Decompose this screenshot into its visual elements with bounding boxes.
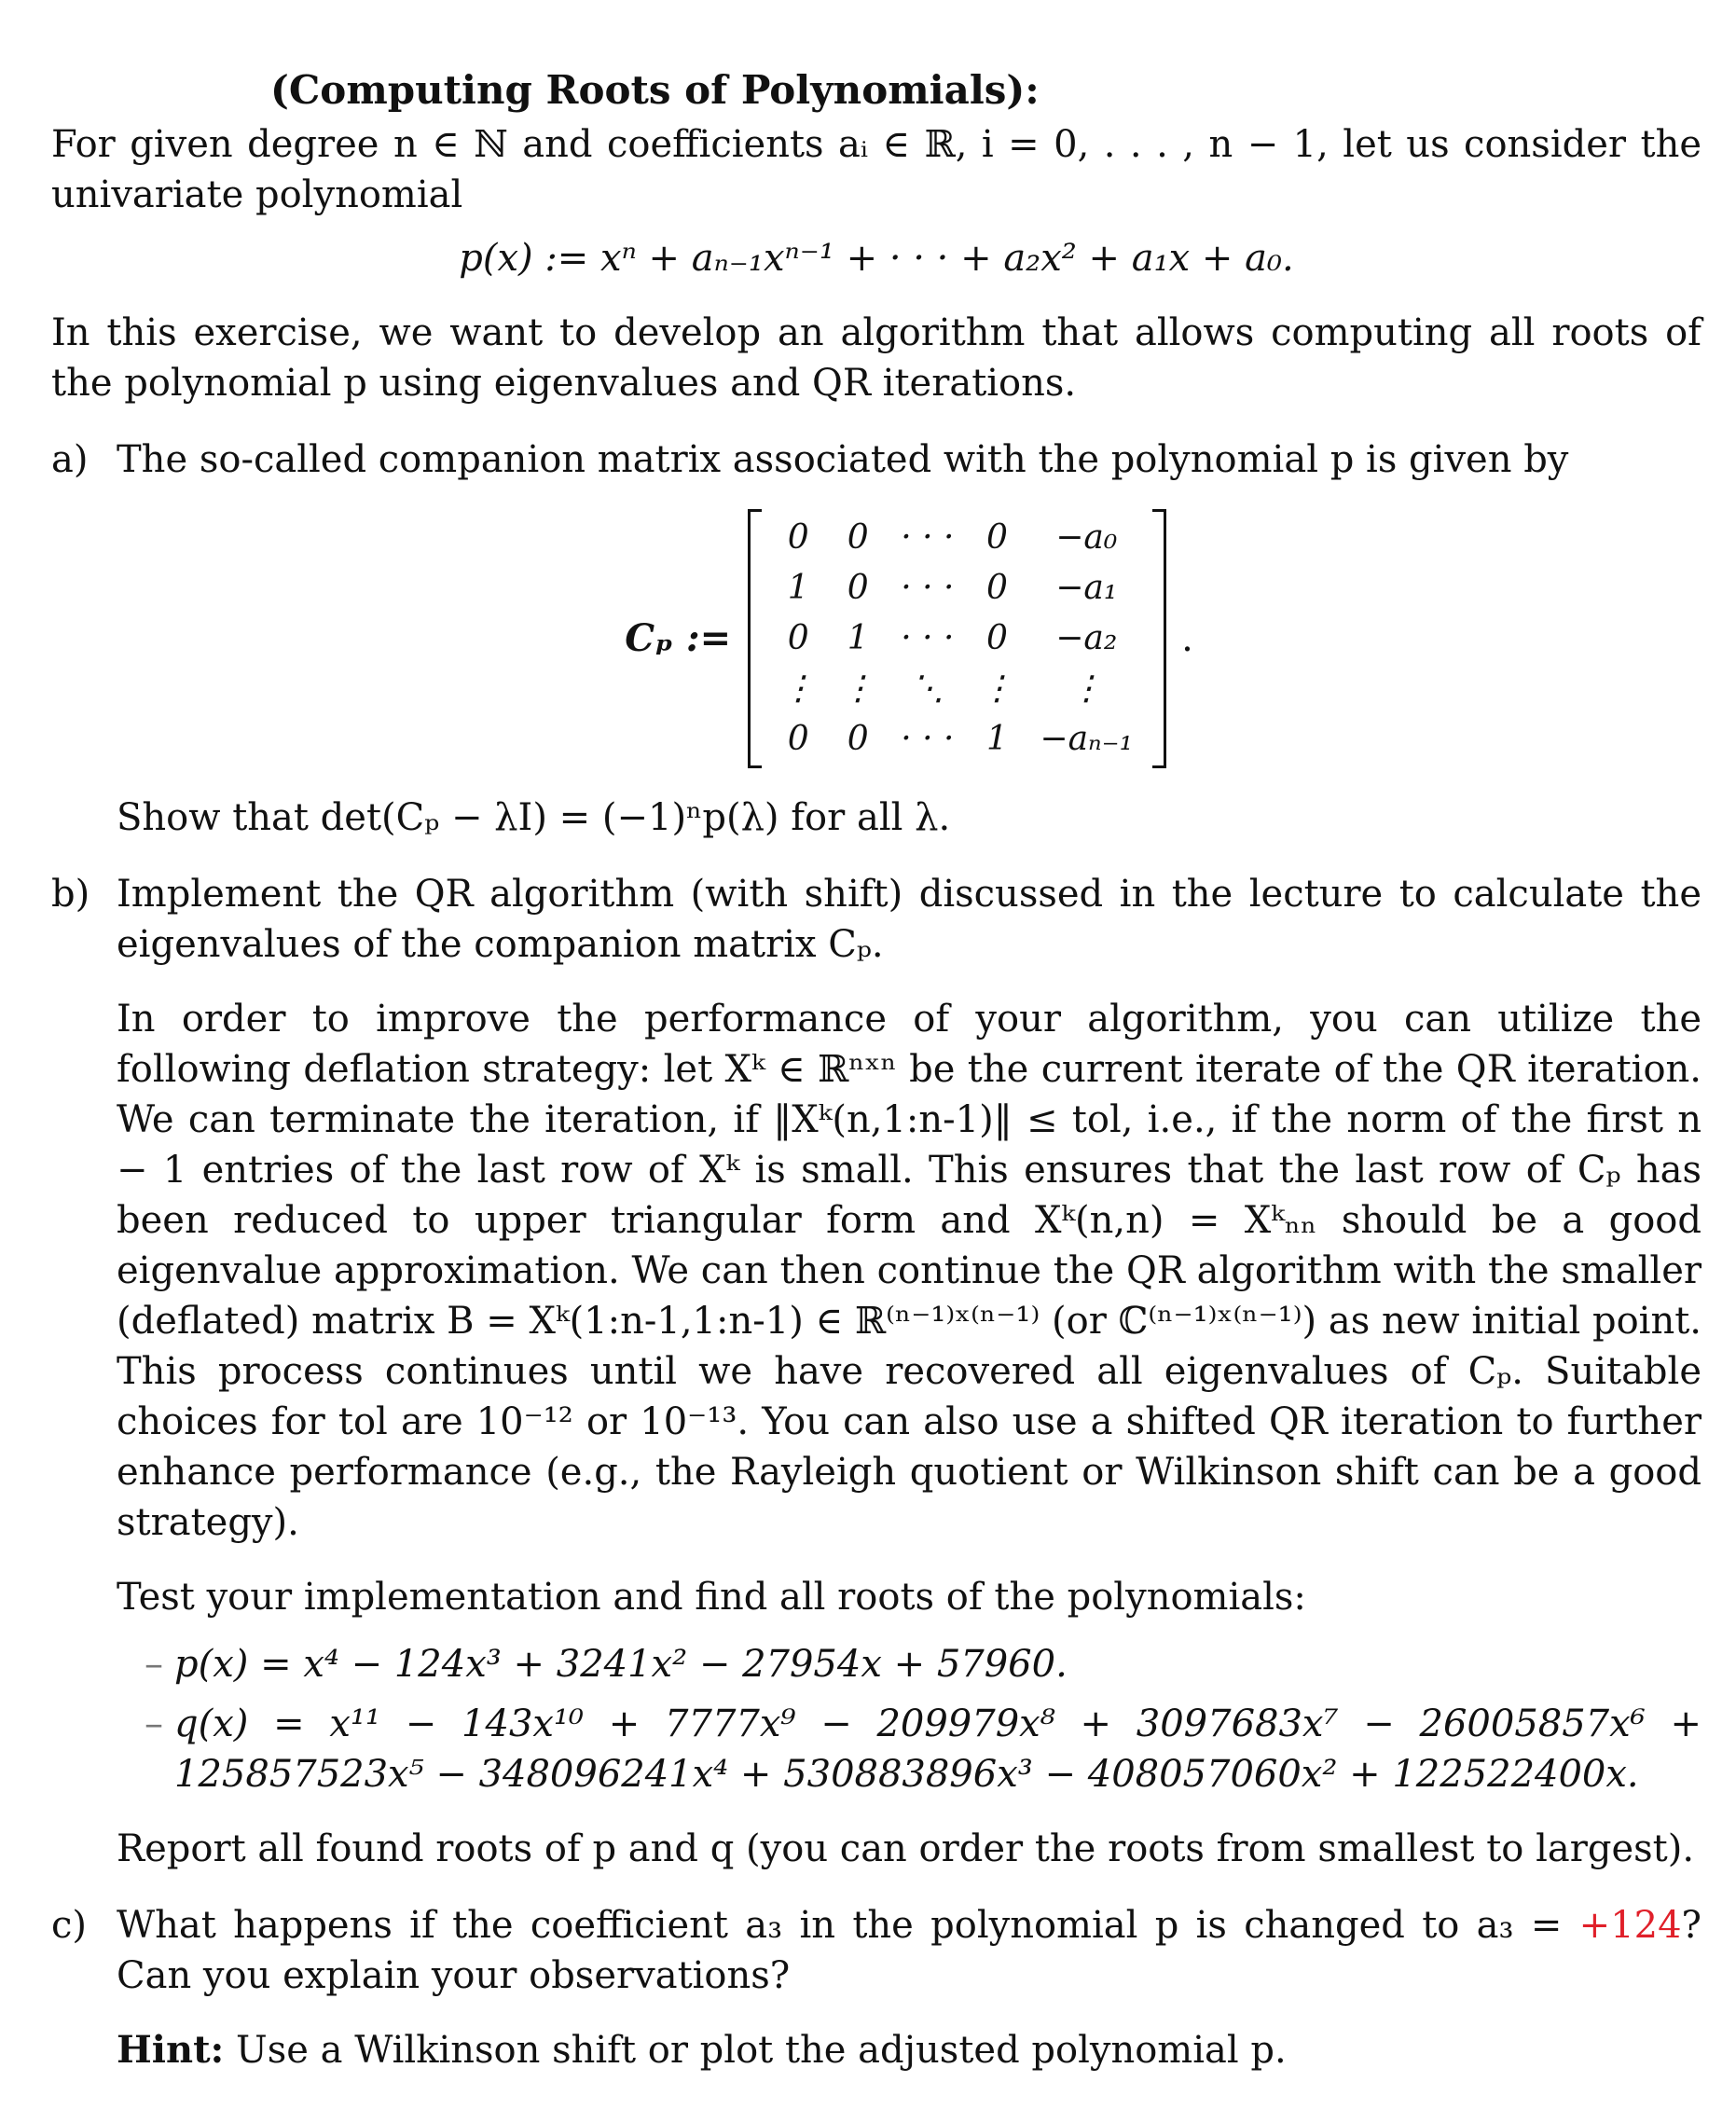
matrix-cell: −aₙ₋₁ bbox=[1040, 720, 1134, 758]
test-intro: Test your implementation and find all roots of the polynomials: bbox=[117, 1576, 1306, 1619]
matrix-table bbox=[768, 513, 1146, 765]
matrix-cell: ⋱ bbox=[910, 669, 944, 708]
matrix-cell: ⋮ bbox=[841, 669, 875, 708]
matrix-cell: 0 bbox=[787, 720, 809, 758]
matrix-cell: 1 bbox=[985, 720, 1008, 758]
hint bbox=[117, 2025, 1702, 2075]
part-b-body bbox=[117, 869, 1702, 1874]
hint-text: Use a Wilkinson shift or plot the adjusted polynomial p. bbox=[224, 2029, 1287, 2072]
matrix-row bbox=[768, 613, 1146, 664]
part-a-text: The so-called companion matrix associated with the polynomial p is given by bbox=[117, 438, 1569, 481]
matrix-row bbox=[768, 664, 1146, 714]
part-b bbox=[51, 869, 1702, 1874]
exercise-title: (Computing Roots of Polynomials): bbox=[270, 67, 1040, 113]
matrix-cell: 0 bbox=[847, 569, 869, 607]
part-c-text-before: What happens if the coefficient a₃ in the polynomial p is changed to a₃ = bbox=[117, 1904, 1579, 1947]
matrix-cell: 0 bbox=[787, 619, 809, 657]
part-c-body bbox=[117, 1900, 1702, 2075]
matrix-cell: ⋮ bbox=[980, 669, 1014, 708]
part-b-text: Implement the QR algorithm (with shift) discussed in the lecture to calculate the eigenvalues of the companion matrix Cₚ. bbox=[117, 873, 1702, 966]
matrix-cell: 1 bbox=[787, 569, 809, 607]
part-c-text-after: ? Can you explain your observations? bbox=[117, 1904, 1702, 1997]
intro-paragraph: For given degree n ∈ ℕ and coefficients aᵢ ∈ ℝ, i = 0, . . . , n − 1, let us consider the univariate polynomial bbox=[51, 123, 1702, 216]
matrix-cell: 0 bbox=[847, 518, 869, 557]
matrix-cell: 0 bbox=[985, 569, 1008, 607]
companion-matrix bbox=[117, 509, 1702, 768]
part-a-label: a) bbox=[51, 438, 89, 481]
deflation-paragraph: In order to improve the performance of your algorithm, you can utilize the following deflation strategy: let Xᵏ ∈ ℝⁿˣⁿ be the current iterate of the QR iteration. We can terminate the iteration, if ‖Xᵏ(n,1:n-1)‖ ≤ tol, i.e., if the norm of the first n − 1 entries of the last row of Xᵏ is small. This ensures that the last row of Cₚ has been reduced to upper triangular form and Xᵏ(n,n) = Xᵏₙₙ should be a good eigenvalue approximation. We can then continue the QR algorithm with the smaller (deflated) matrix B = Xᵏ(1:n-1,1:n-1) ∈ ℝ⁽ⁿ⁻¹⁾ˣ⁽ⁿ⁻¹⁾ (or ℂ⁽ⁿ⁻¹⁾ˣ⁽ⁿ⁻¹⁾) as new initial point. This process continues until we have recovered all eigenvalues of Cₚ. Suitable choices for tol are 10⁻¹² or 10⁻¹³. You can also use a shifted QR iteration to further enhance performance (e.g., the Rayleigh quotient or Wilkinson shift can be a good strategy). bbox=[117, 998, 1702, 1544]
matrix-cell: 0 bbox=[787, 518, 809, 557]
polynomial-list bbox=[145, 1639, 1702, 1799]
matrix-cell: 0 bbox=[985, 518, 1008, 557]
matrix-cell: 0 bbox=[985, 619, 1008, 657]
matrix-cell: 1 bbox=[847, 619, 869, 657]
matrix-row bbox=[768, 513, 1146, 563]
part-c bbox=[51, 1900, 1702, 2075]
matrix-cell: −a₂ bbox=[1055, 619, 1118, 657]
matrix-cell: 0 bbox=[847, 720, 869, 758]
exercise-goal: In this exercise, we want to develop an algorithm that allows computing all roots of the polynomial p using eigenvalues and QR iterations. bbox=[51, 311, 1702, 405]
matrix-row bbox=[768, 563, 1146, 613]
matrix-cell: · · · bbox=[901, 720, 955, 758]
hint-label: Hint: bbox=[117, 2028, 225, 2072]
part-b-label: b) bbox=[51, 873, 90, 916]
part-a bbox=[51, 434, 1702, 843]
polynomial-q: – q(x) = x¹¹ − 143x¹⁰ + 7777x⁹ − 209979x⁸ + 3097683x⁷ − 26005857x⁶ + 125857523x⁵ − 348096241x⁴ + 530883896x³ − 408057060x² + 122522400x. bbox=[145, 1699, 1702, 1799]
matrix-lhs: Cₚ := bbox=[625, 616, 732, 660]
report-instruction: Report all found roots of p and q (you can order the roots from smallest to largest). bbox=[117, 1827, 1695, 1870]
part-c-highlight: +124 bbox=[1578, 1904, 1682, 1947]
matrix-cell: · · · bbox=[901, 619, 955, 657]
polynomial-definition: p(x) := xⁿ + aₙ₋₁xⁿ⁻¹ + · · · + a₂x² + a₁x + a₀. bbox=[459, 237, 1294, 280]
polynomial-p: – p(x) = x⁴ − 124x³ + 3241x² − 27954x + 57960. bbox=[145, 1639, 1702, 1689]
matrix-cell: ⋮ bbox=[1069, 669, 1104, 708]
matrix-brackets bbox=[748, 509, 1166, 768]
part-a-show: Show that det(Cₚ − λI) = (−1)ⁿp(λ) for all λ. bbox=[117, 796, 951, 839]
matrix-cell: · · · bbox=[901, 569, 955, 607]
matrix-cell: −a₀ bbox=[1055, 518, 1118, 557]
part-c-label: c) bbox=[51, 1904, 88, 1947]
part-a-body bbox=[117, 434, 1702, 843]
matrix-cell: −a₁ bbox=[1055, 569, 1118, 607]
matrix-cell: · · · bbox=[901, 518, 955, 557]
matrix-period: . bbox=[1181, 617, 1193, 660]
matrix-row bbox=[768, 714, 1146, 765]
exercise-page bbox=[51, 65, 1702, 2075]
part-c-question bbox=[117, 1900, 1702, 2001]
matrix-cell: ⋮ bbox=[781, 669, 816, 708]
